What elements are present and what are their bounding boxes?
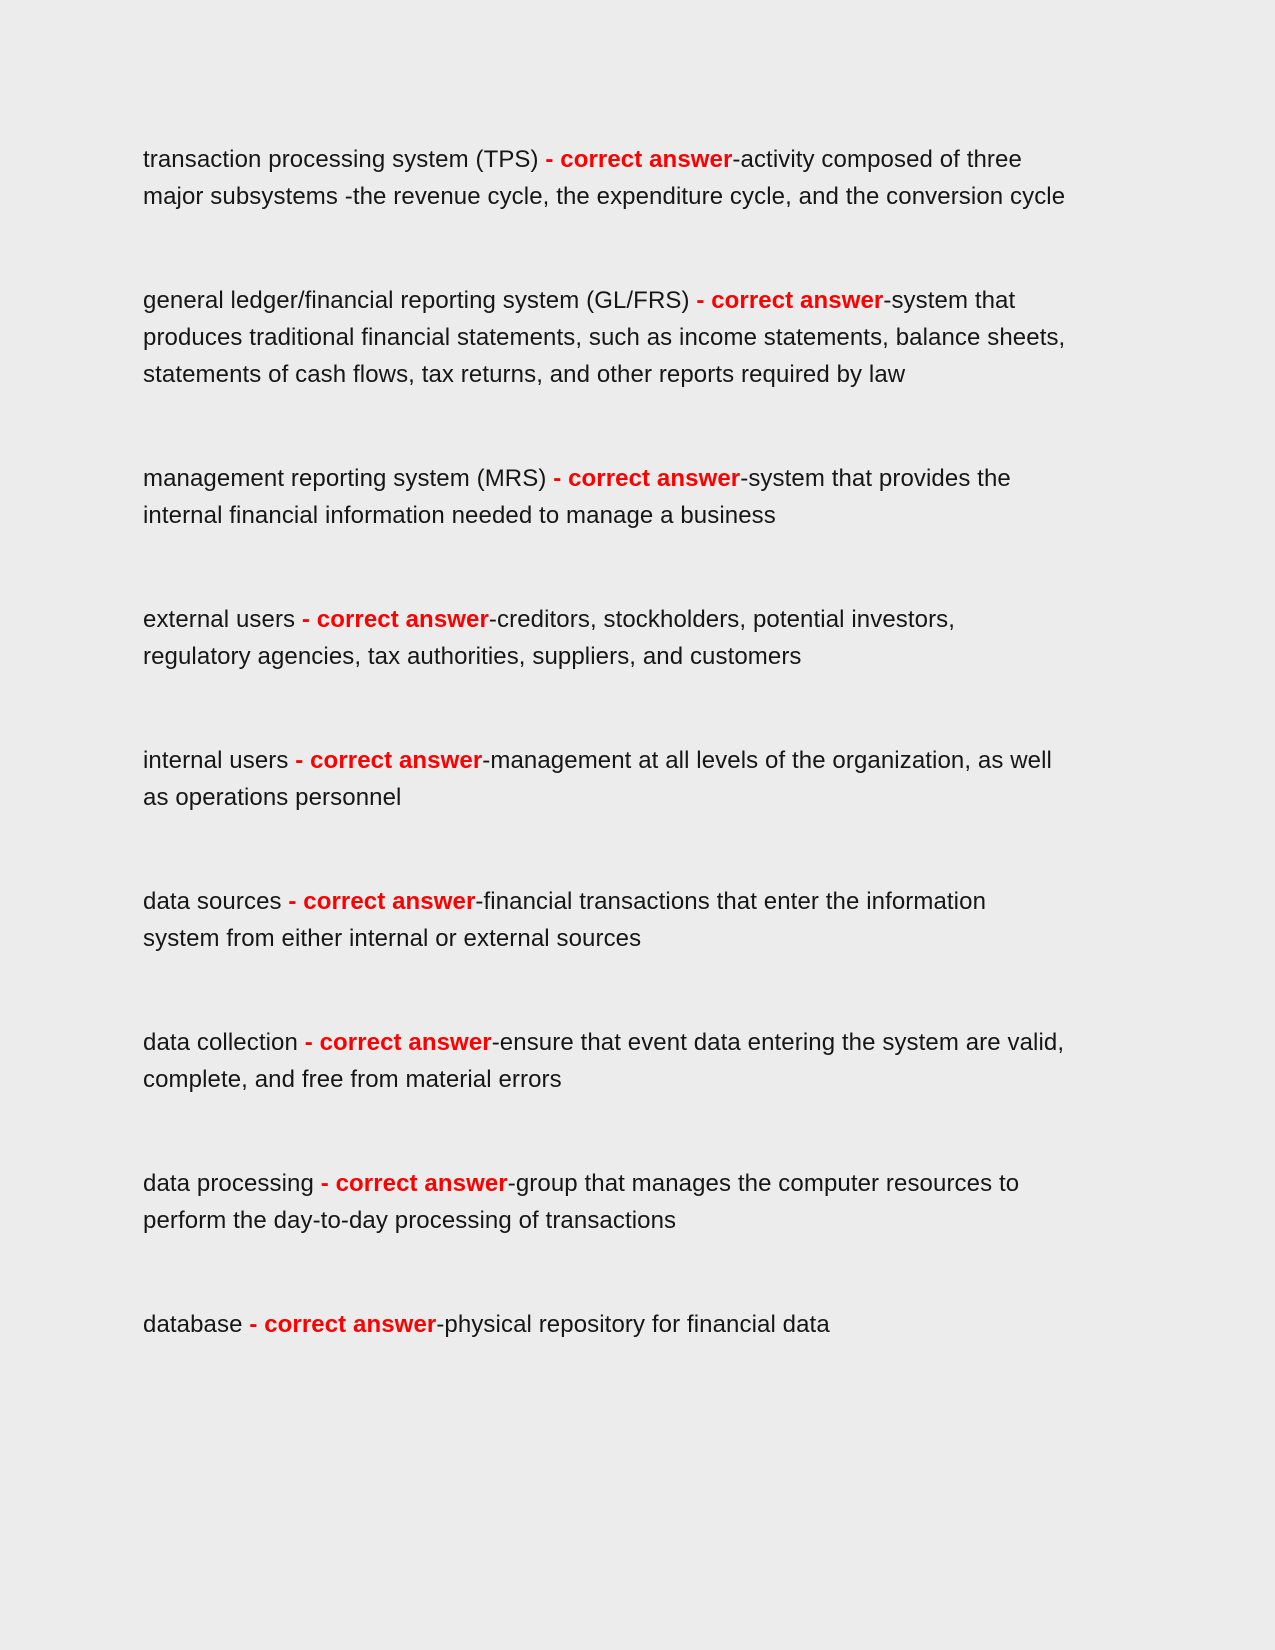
correct-answer-marker: - correct answer: [545, 146, 733, 173]
flashcard-entry: [143, 1306, 1068, 1343]
term-text: general ledger/financial reporting system (GL/FRS): [143, 287, 697, 314]
correct-answer-marker: - correct answer: [301, 606, 489, 633]
term-text: internal users: [143, 747, 296, 774]
correct-answer-marker: - correct answer: [249, 1311, 437, 1338]
flashcard-entry: [143, 1165, 1068, 1239]
definition-text: -group that manages the computer resources to perform the day-to-day processing of transactions: [143, 1170, 1020, 1234]
flashcard-entry: [143, 883, 1068, 957]
definition-text: -ensure that event data entering the system are valid, complete, and free from material errors: [143, 1029, 1065, 1093]
flashcard-entry: [143, 141, 1068, 215]
definition-text: -activity composed of three major subsystems -the revenue cycle, the expenditure cycle, and the conversion cycle: [143, 146, 1066, 210]
term-text: data processing: [143, 1170, 321, 1197]
correct-answer-marker: - correct answer: [288, 888, 476, 915]
correct-answer-marker: - correct answer: [295, 747, 483, 774]
flashcard-entry: [143, 742, 1068, 816]
definition-text: -system that produces traditional financial statements, such as income statements, balance sheets, statements of cash flows, tax returns, and other reports required by law: [143, 287, 1066, 388]
definition-text: -management at all levels of the organization, as well as operations personnel: [143, 747, 1052, 811]
term-text: external users: [143, 606, 302, 633]
term-text: data sources: [143, 888, 289, 915]
flashcard-entry: [143, 601, 1068, 675]
correct-answer-marker: - correct answer: [696, 287, 884, 314]
definition-text: -creditors, stockholders, potential investors, regulatory agencies, tax authorities, suppliers, and customers: [143, 606, 956, 670]
term-text: data collection: [143, 1029, 305, 1056]
term-text: management reporting system (MRS): [143, 465, 554, 492]
definition-text: -system that provides the internal financial information needed to manage a business: [143, 465, 1011, 529]
flashcard-entry: [143, 1024, 1068, 1098]
term-text: transaction processing system (TPS): [143, 146, 546, 173]
term-text: database: [143, 1311, 250, 1338]
definition-text: -financial transactions that enter the information system from either internal or external sources: [143, 888, 987, 952]
definition-text: -physical repository for financial data: [436, 1311, 830, 1338]
correct-answer-marker: - correct answer: [304, 1029, 492, 1056]
correct-answer-marker: - correct answer: [320, 1170, 508, 1197]
flashcard-entry: [143, 460, 1068, 534]
correct-answer-marker: - correct answer: [553, 465, 741, 492]
flashcard-entry: [143, 282, 1068, 393]
